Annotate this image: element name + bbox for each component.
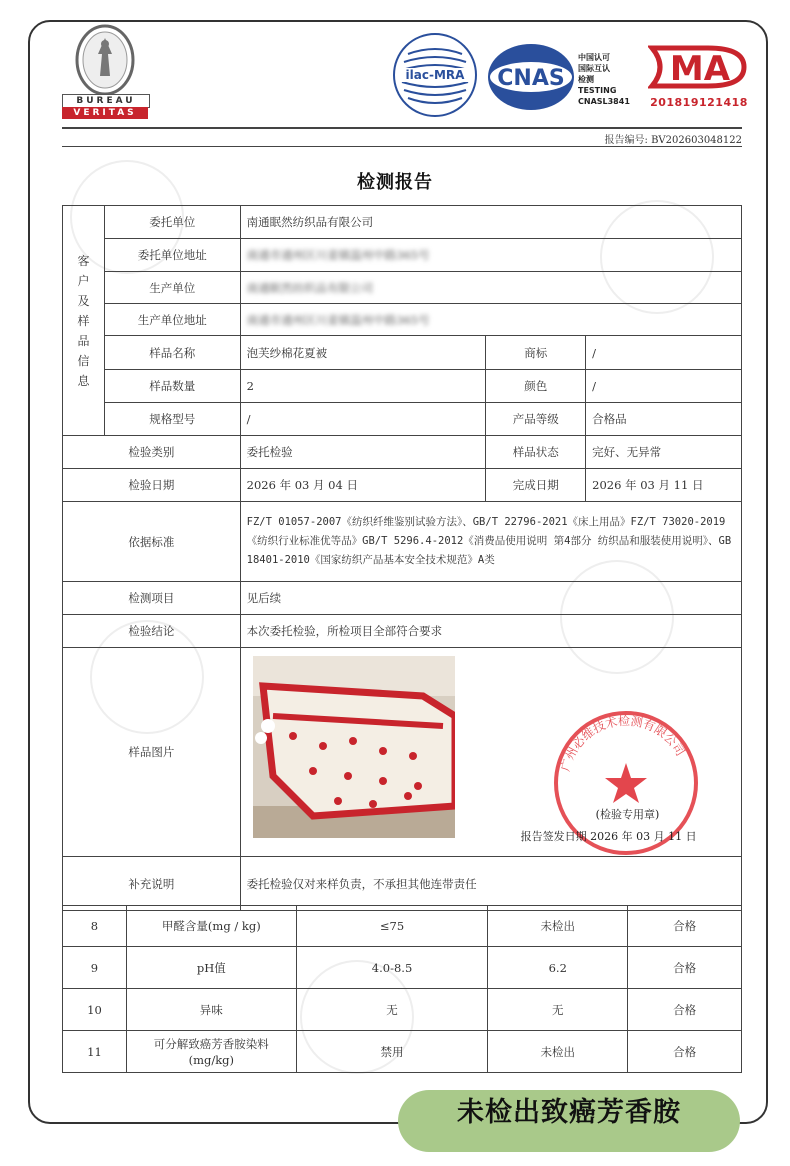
sample-state-label: 样品状态: [486, 436, 586, 469]
cnas-desc-line: 国际互认: [578, 64, 610, 73]
note-label: 补充说明: [63, 857, 241, 911]
conclusion-value: 本次委托检验，所检项目全部符合要求: [240, 615, 741, 648]
inspection-type-label: 检验类别: [63, 436, 241, 469]
svg-text:广州必维技术检测有限公司: [557, 713, 687, 773]
color-label: 颜色: [486, 370, 586, 403]
conclusion-label: 检验结论: [63, 615, 241, 648]
svg-text:MA: MA: [669, 49, 731, 89]
cnas-desc-line: TESTING: [578, 86, 617, 95]
result-standard: 4.0-8.5: [296, 947, 488, 989]
sample-photo-label: 样品图片: [63, 648, 241, 857]
sample-qty-value: 2: [240, 370, 486, 403]
inspection-type-value: 委托检验: [240, 436, 486, 469]
completion-date-value: 2026 年 03 月 11 日: [586, 469, 742, 502]
sample-photo: [253, 656, 455, 838]
header-divider: [62, 146, 742, 147]
spec-label: 规格型号: [104, 403, 240, 436]
client-address-label: 委托单位地址: [104, 239, 240, 272]
inspection-date-label: 检验日期: [63, 469, 241, 502]
header-divider: [62, 127, 742, 129]
table-row: [63, 989, 742, 1031]
standards-value: FZ/T 01057-2007《纺织纤维鉴别试验方法》、GB/T 22796-2021《床上用品》FZ/T 73020-2019《纺织行业标准优等品》GB/T 5296.4-2012《消费品使用说明 第4部分 纺织品和服装使用说明》、GB 18401-2010《国家纺织产品基本安全技术规范》A类: [240, 502, 741, 582]
color-value: /: [586, 370, 742, 403]
cnas-desc-line: CNASL3841: [578, 97, 630, 106]
side-label: 客 户 及 样 品 信 息: [63, 206, 105, 436]
cma-logo: [648, 44, 748, 90]
result-no: 11: [63, 1031, 127, 1073]
sample-name-value: 泡芙纱棉花夏被: [240, 336, 486, 370]
manufacturer-address-value: 南通市通州区川姜镇温州中路365号: [240, 304, 741, 336]
manufacturer-label: 生产单位: [104, 272, 240, 304]
result-no: 9: [63, 947, 127, 989]
sample-name-label: 样品名称: [104, 336, 240, 370]
highlight-badge: 未检出致癌芳香胺: [398, 1090, 740, 1152]
result-standard: ≤75: [296, 906, 488, 947]
svg-text:ilac-MRA: ilac-MRA: [405, 68, 465, 82]
report-number: 报告编号: BV202603048122: [604, 135, 742, 146]
result-item: 甲醛含量(mg / kg): [126, 906, 296, 947]
completion-date-label: 完成日期: [486, 469, 586, 502]
test-items-value: 见后续: [240, 582, 741, 615]
cnas-description: [578, 52, 648, 107]
report-table: [62, 205, 742, 911]
result-verdict: 合格: [628, 989, 742, 1031]
client-address-value: 南通市通州区川姜镇温州中路365号: [240, 239, 741, 272]
client-label: 委托单位: [104, 206, 240, 239]
result-verdict: 合格: [628, 906, 742, 947]
sample-photo-cell: [240, 648, 741, 857]
inspection-date-value: 2026 年 03 月 04 日: [240, 469, 486, 502]
result-no: 8: [63, 906, 127, 947]
result-no: 10: [63, 989, 127, 1031]
issue-date: 报告签发日期 2026 年 03 月 11 日: [520, 830, 697, 843]
cma-number: 201819121418: [650, 96, 748, 109]
sample-qty-label: 样品数量: [104, 370, 240, 403]
result-standard: 无: [296, 989, 488, 1031]
cnas-logo: [486, 42, 576, 112]
spec-value: /: [240, 403, 486, 436]
manufacturer-value: 南通眠然纺织品有限公司: [240, 272, 741, 304]
note-value: 委托检验仅对来样负责，不承担其他连带责任: [240, 857, 741, 911]
standards-label: 依据标准: [63, 502, 241, 582]
result-value: 无: [488, 989, 628, 1031]
result-item: 可分解致癌芳香胺染料 (mg/kg): [126, 1031, 296, 1073]
grade-value: 合格品: [586, 403, 742, 436]
results-table: [62, 905, 742, 1073]
table-row: [63, 1031, 742, 1073]
result-value: 未检出: [488, 906, 628, 947]
page-title: 检测报告: [357, 172, 433, 193]
result-standard: 禁用: [296, 1031, 488, 1073]
result-item: pH值: [126, 947, 296, 989]
test-items-label: 检测项目: [63, 582, 241, 615]
cnas-desc-line: 检测: [578, 75, 594, 84]
grade-label: 产品等级: [486, 403, 586, 436]
result-verdict: 合格: [628, 947, 742, 989]
table-row: [63, 906, 742, 947]
client-value: 南通眠然纺织品有限公司: [240, 206, 741, 239]
stamp-ring-text: 广州必维技术检测有限公司: [557, 713, 688, 773]
result-value: 未检出: [488, 1031, 628, 1073]
result-verdict: 合格: [628, 1031, 742, 1073]
sample-state-value: 完好、无异常: [586, 436, 742, 469]
trademark-value: /: [586, 336, 742, 370]
trademark-label: 商标: [486, 336, 586, 370]
result-value: 6.2: [488, 947, 628, 989]
ilac-mra-logo: [392, 32, 478, 118]
bv-text-veritas: VERITAS: [62, 107, 148, 119]
result-item: 异味: [126, 989, 296, 1031]
cnas-desc-line: 中国认可: [578, 53, 610, 62]
svg-text:CNAS: CNAS: [497, 66, 565, 91]
manufacturer-address-label: 生产单位地址: [104, 304, 240, 336]
stamp-label: (检验专用章): [595, 808, 660, 821]
table-row: [63, 947, 742, 989]
bv-text-bureau: BUREAU: [62, 94, 150, 108]
